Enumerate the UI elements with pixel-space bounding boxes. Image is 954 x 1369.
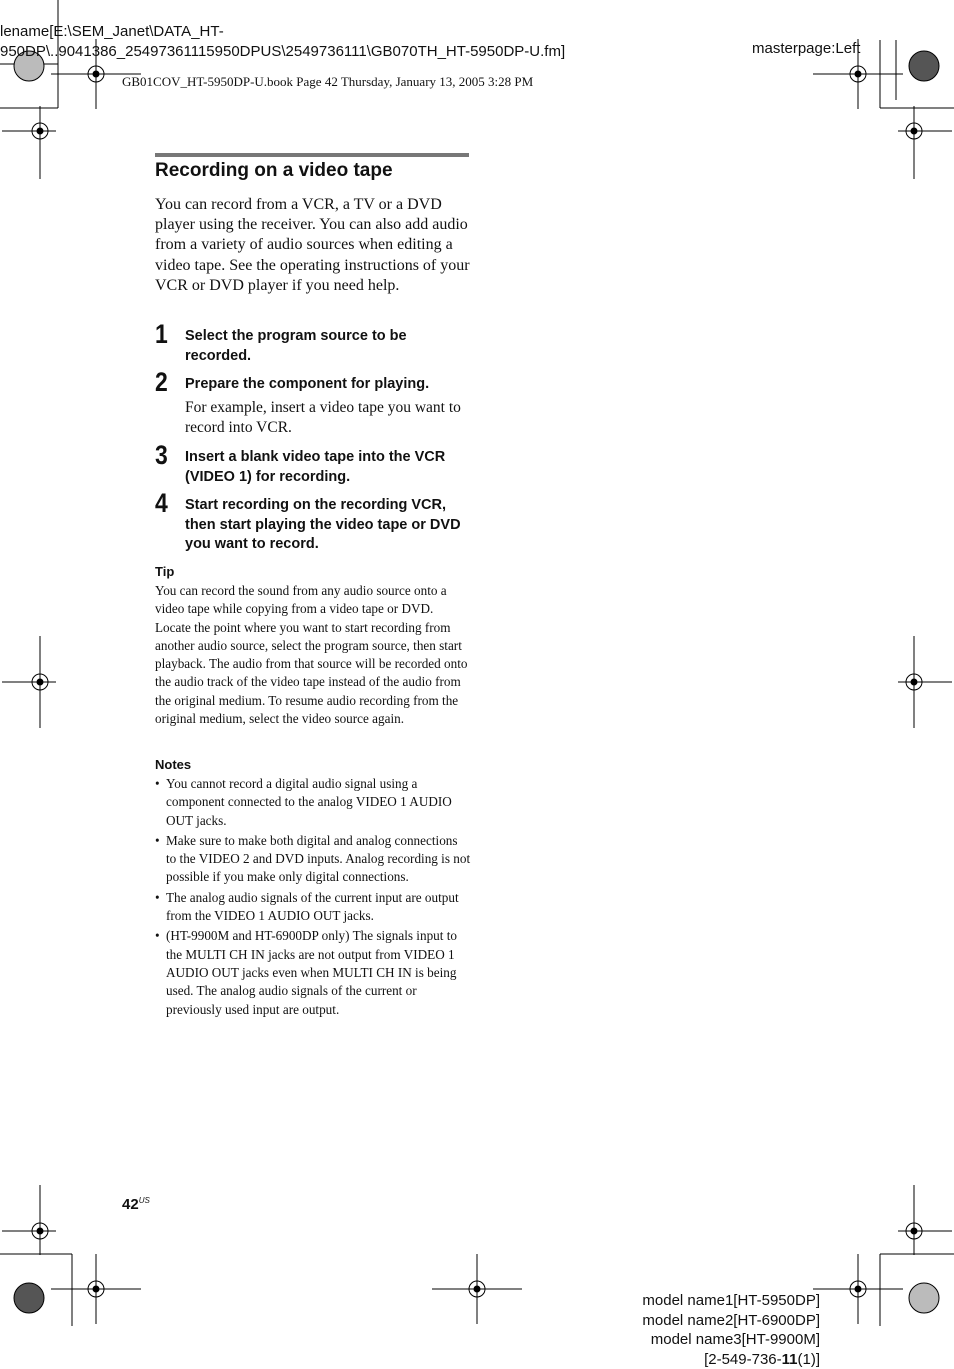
part-number-prefix: [2-549-736-: [704, 1351, 782, 1368]
step-text: Select the program source to be recorded.: [185, 327, 475, 366]
step-subtext: For example, insert a video tape you want to record into VCR.: [185, 398, 475, 438]
part-number-suffix: (1)]: [798, 1351, 821, 1368]
section-intro: You can record from a VCR, a TV or a DVD player using the receiver. You can also add audio from a variety of audio sources when editing a video tape. See the operating instructions of your VCR or DVD player if you need help.: [155, 195, 473, 296]
step-text: Insert a blank video tape into the VCR (VIDEO 1) for recording.: [185, 448, 475, 487]
note-item: • The analog audio signals of the current input are output from the VIDEO 1 AUDIO OUT jacks.: [155, 889, 471, 926]
note-item: • (HT-9900M and HT-6900DP only) The signals input to the MULTI CH IN jacks are not output from VIDEO 1 AUDIO OUT jacks even when MULTI CH IN is being used. The analog audio signals of the current or previously used input are output.: [155, 927, 471, 1018]
tip-body: You can record the sound from any audio source onto a video tape while copying from a video tape or DVD. Locate the point where you want to start recording from another audio source, select the program source, then start playback. The audio from that source will be recorded onto the audio track of the video tape instead of the audio from the original medium. To resume audio recording from the original medium, select the video source again.: [155, 582, 471, 728]
header-filename-line1: lename[E:\SEM_Janet\DATA_HT-: [0, 22, 600, 42]
step-text: Start recording on the recording VCR, then start playing the video tape or DVD you want to record.: [185, 496, 475, 555]
step-text: Prepare the component for playing.: [185, 375, 475, 395]
header-masterpage: masterpage:Left: [752, 40, 860, 57]
header-filename-line2: 950DP\..9041386_25497361115950DPUS\2549736111\GB070TH_HT-5950DP-U.fm]: [0, 42, 600, 62]
part-number: [642, 1350, 820, 1369]
section-title: Recording on a video tape: [155, 160, 393, 182]
page-number: [122, 1196, 150, 1213]
step-number: 3: [155, 440, 168, 471]
step-number: 2: [155, 367, 168, 398]
model-info: [642, 1291, 820, 1369]
book-info: GB01COV_HT-5950DP-U.book Page 42 Thursday, January 13, 2005 3:28 PM: [122, 74, 533, 90]
page-number-suffix: US: [139, 1196, 150, 1205]
note-item: • Make sure to make both digital and analog connections to the VIDEO 2 and DVD inputs. Analog recording is not possible if you make only digital connections.: [155, 832, 471, 887]
section-rule: [155, 153, 469, 157]
step-number: 4: [155, 488, 168, 519]
note-item: • You cannot record a digital audio signal using a component connected to the analog VIDEO 1 AUDIO OUT jacks.: [155, 775, 471, 830]
step-number: 1: [155, 319, 168, 350]
model-name-2: model name2[HT-6900DP]: [642, 1311, 820, 1331]
notes-heading: Notes: [155, 757, 191, 772]
model-name-3: model name3[HT-9900M]: [642, 1330, 820, 1350]
spoked-circle-icon: [14, 51, 939, 1313]
crosshair-icon: [2, 39, 952, 1324]
tip-heading: Tip: [155, 564, 174, 579]
notes-list: [155, 775, 471, 1021]
model-name-1: model name1[HT-5950DP]: [642, 1291, 820, 1311]
page-number-value: 42: [122, 1196, 139, 1213]
part-number-bold: 11: [782, 1351, 798, 1368]
header-filename: [0, 22, 600, 62]
